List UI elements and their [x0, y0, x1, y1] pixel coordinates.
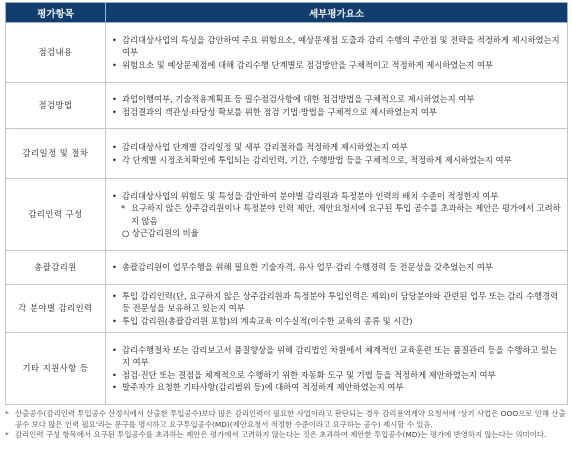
bullet-line: • 위험요소 및 예상문제점에 대해 감리수행 단계별로 점검방안을 구체적이고 적정하게 제시하였는지 여부 — [112, 59, 494, 70]
bullet-line: • 감리대상사업의 위험도 및 특성을 감안하여 분야별 감리원과 특정분야 인력의 배치 수준이 적정한지 여부 — [112, 191, 499, 202]
bullet-line: • 점검·진단 또는 결점을 체계적으로 수행하기 위한 자동화 도구 및 기법 등을 적정하게 제안하였는지 여부 — [112, 369, 496, 380]
bullet-line: • 총괄감리원이 업무수행을 위해 필요한 기술자격, 유사 업무·감리 수행경력 등 전문성을 갖추었는지 여부 — [112, 262, 493, 273]
table-row — [6, 285, 568, 333]
row-details — [106, 83, 568, 129]
row-details — [106, 23, 568, 83]
footnotes — [5, 409, 567, 441]
table-header-row — [6, 3, 568, 23]
header-detail-elements: 세부평가요소 — [106, 3, 568, 23]
header-evaluation-item: 평가항목 — [6, 3, 106, 23]
footnote: * 산출공수(감리인력 투입공수 산정식에서 산출한 투입공수)보다 많은 감리인력이 필요한 사업이라고 판단되는 경우 감리용역계약 요청서에 '상기 사업은 OOO으로 인해 산출공수 보다 많은 인력 필요'라는 문구를 명시하고 요구투입공수(MD)(제안요청서 적정한 수준이라고 요구하는 공수) 제시할 수 있음. — [5, 409, 566, 429]
row-label: 각 분야별 감리인력 — [6, 285, 106, 333]
bullet-marker: • — [112, 315, 117, 326]
bullet-line: • 각 단계별 시정조치확인에 투입되는 감리인력, 기간, 수행방법 등을 구체적으로, 적정하게 제시하였는지 여부 — [112, 154, 512, 165]
bullet-marker: • — [112, 191, 117, 202]
table-row — [6, 333, 568, 405]
table-row — [6, 129, 568, 179]
bullet-line: • 감리대상사업의 특성을 감안하여 주요 위험요소, 예상문제점 도출과 감리 수행의 주안점 및 전략을 적정하게 제시하였는지 여부 — [112, 35, 560, 58]
bullet-marker: • — [112, 59, 117, 70]
bullet-marker: • — [112, 369, 117, 380]
footnote: * 감리인력 구성 항목에서 요구된 투입공수를 초과하는 제안은 평가에서 고려하지 않는다는 것은 초과하여 제안한 투입공수(MD)는 평가에 반영하지 않는다는 의미이다. — [5, 430, 547, 440]
row-label: 기타 지원사항 등 — [6, 333, 106, 405]
bullet-marker: • — [112, 106, 117, 117]
bullet-line: • 투입 감리원(총괄감리원 포함)의 계속교육 이수실적(이수한 교육의 종류 및 시간) — [112, 315, 413, 326]
bullet-line: • 발주자가 요청한 기타사항(감리범위 등)에 대하여 적정하게 제안하였는지 여부 — [112, 381, 404, 392]
row-label: 점검내용 — [6, 23, 106, 83]
evaluation-table — [5, 2, 568, 405]
row-details — [106, 129, 568, 179]
table-row — [6, 83, 568, 129]
bullet-marker: • — [112, 154, 117, 165]
row-label: 총괄감리원 — [6, 251, 106, 285]
bullet-marker: • — [112, 94, 117, 105]
bullet-marker: • — [112, 35, 117, 46]
circle-item: ○ 상근감리원의 비율 — [122, 227, 199, 238]
table-row — [6, 23, 568, 83]
note-line: * 요구하지 않은 상주감리원이나 특정분야 인력 제안, 제안요청서에 요구된 투입 공수를 초과하는 제안은 평가에서 고려하지 않음 — [121, 203, 561, 226]
row-details — [106, 333, 568, 405]
row-label: 점검방법 — [6, 83, 106, 129]
row-details — [106, 179, 568, 251]
bullet-line: • 감리대상사업 단계별 감리일정 및 세부 감리절차를 적정하게 제시하였는지 여부 — [112, 142, 408, 153]
table-row — [6, 179, 568, 251]
bullet-line: • 점검결과의 객관성·타당성 확보를 위한 점검 기법·방법을 구체적으로 제시하였는지 여부 — [112, 106, 437, 117]
row-label: 감리인력 구성 — [6, 179, 106, 251]
footnote-marker: * — [5, 430, 9, 440]
bullet-line: • 감리수행절차 또는 감리보고서 품질향상을 위해 감리법인 차원에서 체계적인 교육훈련 또는 품질관리 등을 수행하고 있는지 여부 — [112, 345, 558, 368]
bullet-marker: • — [112, 381, 117, 392]
table-row — [6, 251, 568, 285]
row-details — [106, 251, 568, 285]
row-label: 감리일정 및 절차 — [6, 129, 106, 179]
bullet-marker: • — [112, 345, 117, 356]
bullet-marker: • — [112, 291, 117, 302]
note-marker: * — [121, 203, 126, 214]
bullet-line: • 과업이행여부, 기술적용계획표 등 필수점검사항에 대한 점검방법을 구체적으로 제시하였는지 여부 — [112, 94, 475, 105]
row-details — [106, 285, 568, 333]
footnote-marker: * — [5, 409, 9, 418]
bullet-marker: • — [112, 262, 117, 273]
bullet-marker: • — [112, 142, 117, 153]
bullet-line: • 투입 감리인력(단, 요구하지 않은 상주감리원과 특정분야 투입인력은 제외)이 담당분야와 관련된 업무 또는 감리 수행경력 등 전문성을 보유하고 있는지 여부 — [112, 291, 559, 314]
circle-marker: ○ — [122, 227, 132, 238]
evaluation-table-container — [5, 2, 567, 441]
